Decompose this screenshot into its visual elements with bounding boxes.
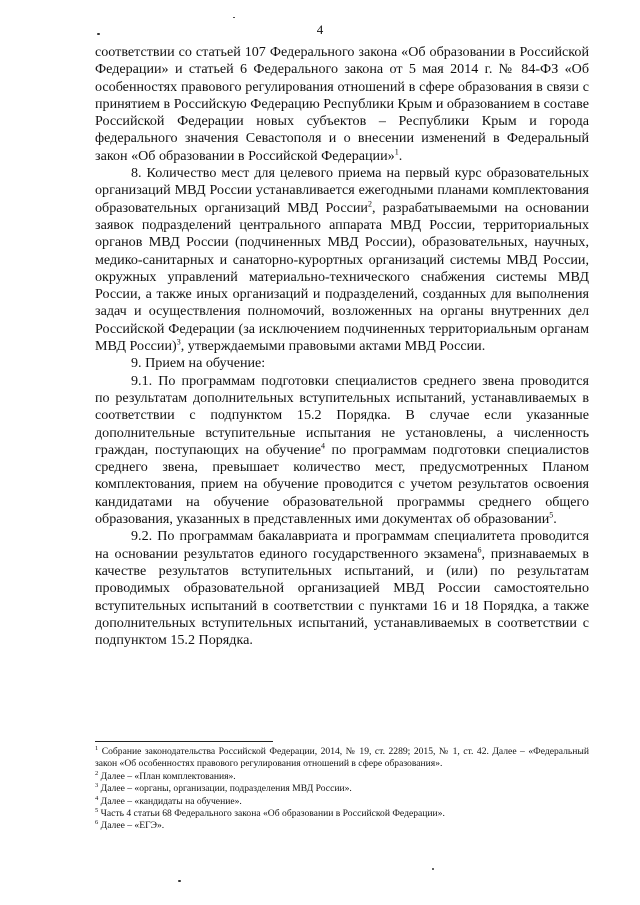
footnotes — [95, 746, 589, 833]
footnote-text: Далее – «План комплектования». — [98, 770, 236, 782]
scan-speck — [97, 33, 100, 35]
paragraph-text: по программам подготовки специалистов среднего звена, превышает количество мест, предусмотренных Планом комплектования, прием на обучение проводится с учетом результатов освоения кандидатами на обучение образовательной программы среднего общего образования, указанных в представленных ими документах об образовании — [95, 441, 589, 528]
paragraph-text: 8. Количество мест для целевого приема на первый курс образовательных организаций МВД России устанавливается ежегодными планами комплектования образовательных организаций МВД России — [95, 165, 589, 216]
paragraph-text: 9.2. По программам бакалавриата и программам специалитета проводится на основании результатов единого государственного экзамена — [95, 528, 589, 562]
body-paragraph — [95, 355, 589, 372]
footnote-text: Собрание законодательства Российской Федерации, 2014, № 19, ст. 2289; 2015, № 1, ст. 42. Далее – «Федеральный закон «Об особенностях правового регулирования отношений в сфере образования». — [95, 746, 589, 770]
paragraph-text: . — [398, 147, 403, 164]
footnote-text: Часть 4 статьи 68 Федерального закона «Об образовании в Российской Федерации». — [98, 808, 445, 820]
paragraph-text: 9.1. По программам подготовки специалистов среднего звена проводится по результатам дополнительных вступительных испытаний, устанавливаемых в соответствии с подпунктом 15.2 Порядка. В случае если указанные дополнительные вступительные испытания не установлены, а численность граждан, поступающих на обучение — [95, 372, 589, 458]
paragraph-text: 9. Прием на обучение: — [131, 355, 266, 372]
footnote-ref: 3 — [176, 337, 181, 347]
footnote-number: 6 — [95, 819, 99, 827]
footnote-number: 3 — [95, 782, 99, 790]
footnote — [95, 820, 589, 832]
paragraph-text: , утверждаемыми правовыми актами МВД России. — [180, 338, 486, 355]
paragraph-text: , разрабатываемыми на основании заявок подразделений центрального аппарата МВД России, территориальных органов МВД России (подчиненных МВД России), образовательных, научных, медико-санитарных и санаторно-курортных организаций системы МВД России, окружных управлений материально-технического снабжения системы МВД России, а также иных организаций и подразделений, созданных для выполнения задач и осуществления полномочий, возложенных на органы внутренних дел Российской Федерации (за исключением подчиненных территориальным органам МВД России) — [95, 199, 589, 355]
footnote-text: Далее – «органы, организации, подразделения МВД России». — [98, 783, 352, 795]
scan-speck — [432, 868, 434, 870]
body-paragraph — [95, 44, 589, 165]
page-number: 4 — [316, 22, 324, 37]
scan-speck — [178, 880, 181, 882]
footnote-number: 4 — [95, 794, 99, 802]
footnote — [95, 746, 589, 771]
body-paragraph — [95, 373, 589, 529]
footnote-ref: 5 — [549, 510, 554, 520]
footnote — [95, 783, 589, 795]
body-text — [95, 44, 589, 649]
paragraph-text: соответствии со статьей 107 Федерального закона «Об образовании в Российской Федерации» и статьей 6 Федерального закона от 5 мая 2014 г. № 84-ФЗ «Об особенностях правового регулирования отношений в сфере образования в связи с принятием в Российскую Федерацию Республики Крым и образованием в составе Российской Федерации новых субъектов – Республики Крым и города федерального значения Севастополя и о внесении изменений в Федеральный закон «Об образовании в Российской Федерации» — [95, 44, 589, 164]
footnote-number: 2 — [95, 769, 99, 777]
footnote-ref: 4 — [321, 441, 326, 451]
footnote-ref: 6 — [477, 544, 482, 554]
scan-speck — [233, 17, 235, 18]
footnote-ref: 1 — [394, 147, 399, 157]
footnote-text: Далее – «кандидаты на обучение». — [98, 795, 242, 807]
footnote — [95, 796, 589, 808]
footnote-text: Далее – «ЕГЭ». — [98, 820, 165, 832]
footnote-number: 1 — [95, 744, 99, 752]
footnote — [95, 808, 589, 820]
paragraph-text: . — [553, 511, 557, 528]
footnote — [95, 771, 589, 783]
paragraph-text: , признаваемых в качестве результатов вступительных испытаний, и (или) по результатам проводимых образовательной организацией МВД России самостоятельно вступительных испытаний в соответствии с пунктами 16 и 18 Порядка, а также дополнительных вступительных испытаний, устанавливаемых в соответствии с подпунктом 15.2 Порядка. — [95, 545, 589, 649]
footnote-separator — [95, 741, 273, 742]
footnote-ref: 2 — [367, 198, 372, 208]
body-paragraph — [95, 528, 589, 649]
footnote-number: 5 — [95, 806, 99, 814]
body-paragraph — [95, 165, 589, 355]
